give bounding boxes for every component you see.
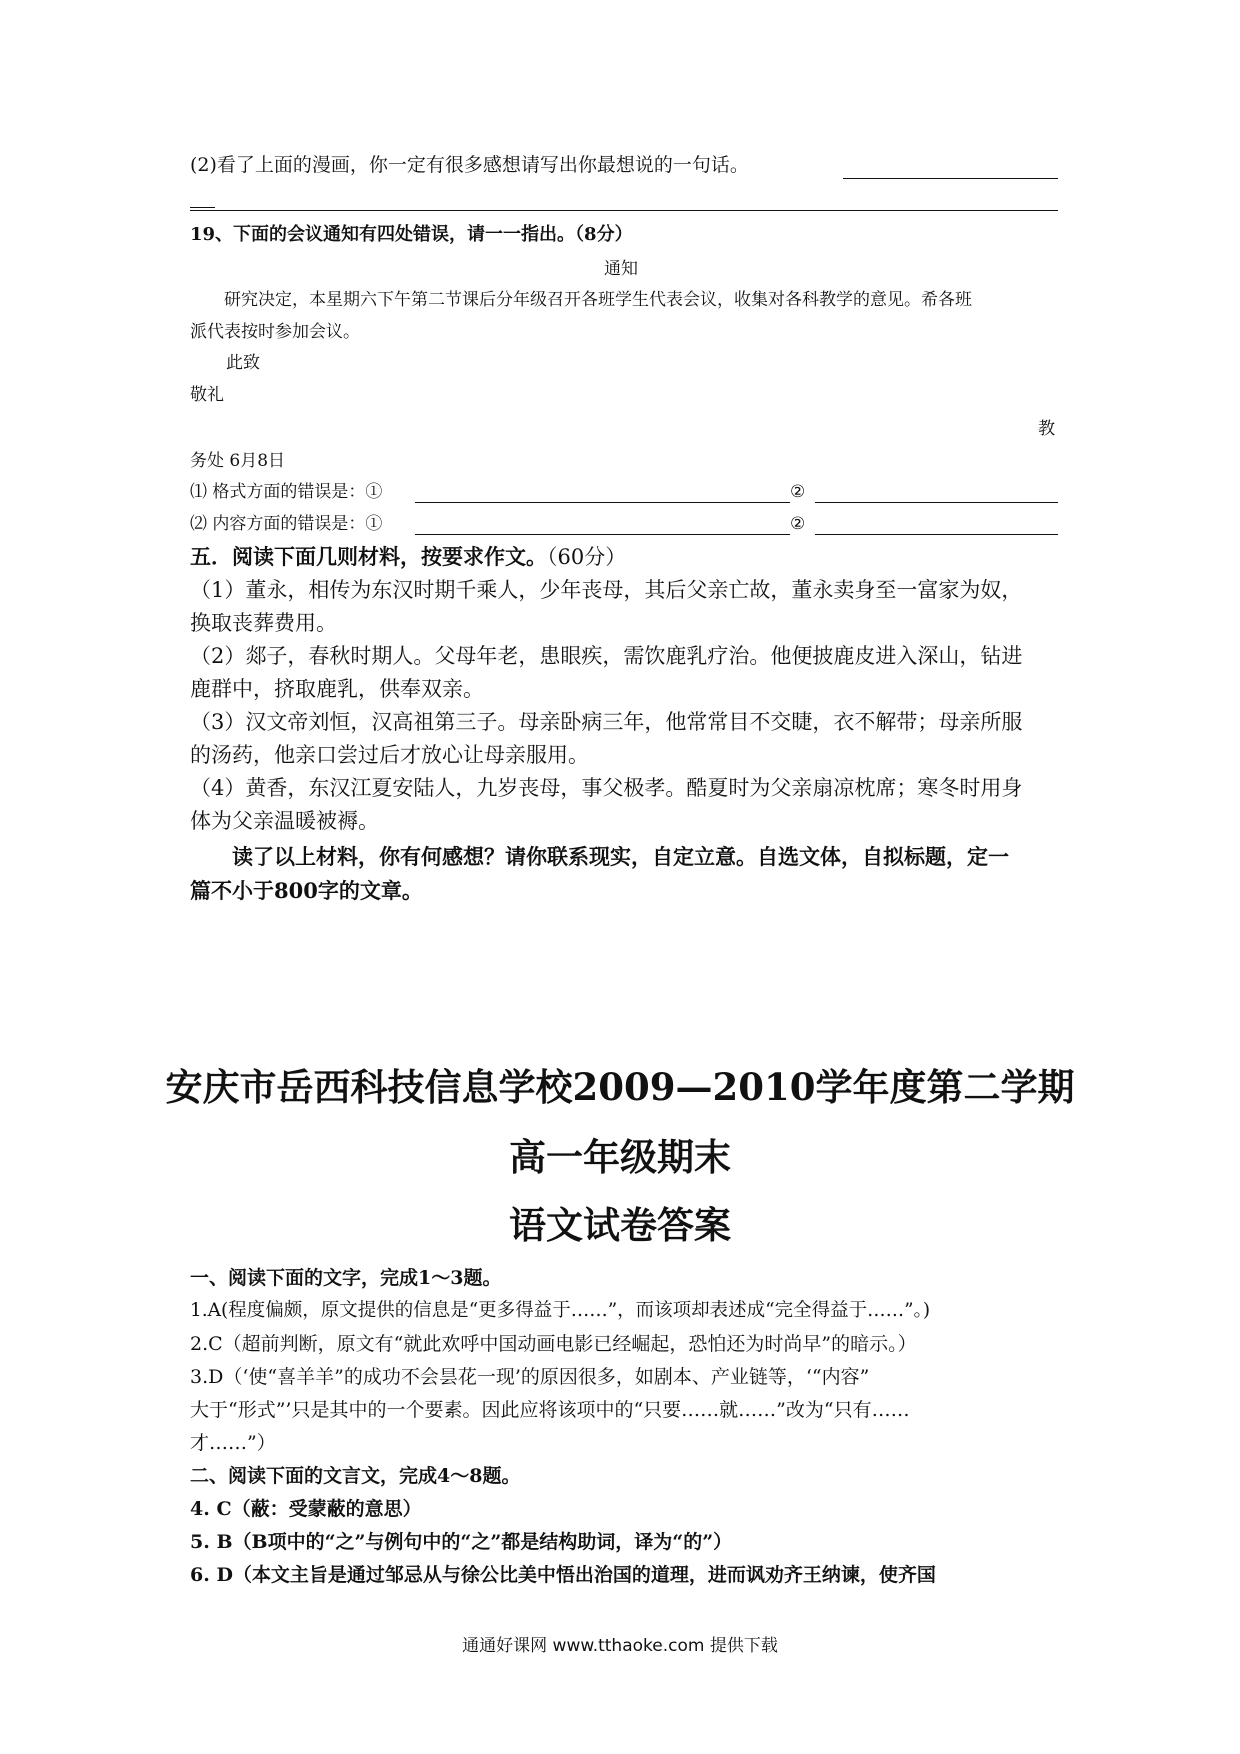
q18-part2-text xyxy=(190,150,749,180)
q18-answer-second-line[interactable] xyxy=(190,210,1058,211)
content-error-label: ⑵ 内容方面的错误是：① xyxy=(190,514,383,534)
section5-heading: 五．阅读下面几则材料，按要求作文。 xyxy=(190,544,547,569)
answer-3-line1: 3.D（‘使“喜羊羊”的成功不会昙花一现’的原因很多，如剧本、产业链等，‘“内容” xyxy=(190,1366,870,1388)
section5-item3-line2: 的汤药，他亲口尝过后才放心让母亲服用。 xyxy=(190,743,589,767)
q18-short-mark xyxy=(190,207,215,208)
answer-1: 1.A(程度偏颇，原文提供的信息是“更多得益于……”，而该项却表述成“完全得益于……”。) xyxy=(190,1300,931,1321)
answer-3-line2: 大于“形式”’只是其中的一个要素。因此应将该项中的“只要……就……”改为“只有…… xyxy=(190,1399,910,1421)
notice-sign-char: 教 xyxy=(1038,419,1055,439)
answer-title-line1: 安庆市岳西科技信息学校2009—2010学年度第二学期 xyxy=(165,1065,1075,1109)
format-error-circle-two: ② xyxy=(790,482,806,502)
q18-part2-label: (2)看了上面的漫画，你一定有很多感想请写出你最想说的一句话。 xyxy=(190,154,749,176)
q18-answer-blank-line[interactable] xyxy=(843,178,1058,179)
notice-jingli: 敬礼 xyxy=(190,385,224,405)
content-error-circle-two: ② xyxy=(790,514,806,534)
section5-item4-line1: （4）黄香，东汉江夏安陆人，九岁丧母，事父极孝。酷夏时为父亲扇凉枕席；寒冬时用身 xyxy=(190,776,1023,800)
notice-body-line1: 研究决定，本星期六下午第二节课后分年级召开各班学生代表会议，收集对各科教学的意见。希各班 xyxy=(224,290,972,310)
format-error-blank-1[interactable] xyxy=(415,502,790,503)
section5-prompt-line2: 篇不小于800字的文章。 xyxy=(190,878,423,903)
section5-score: （60分） xyxy=(547,545,627,569)
notice-body-line2: 派代表按时参加会议。 xyxy=(190,322,360,342)
answers-part2-heading: 二、阅读下面的文言文，完成4～8题。 xyxy=(190,1465,521,1487)
footer-download-note: 通通好课网 www.tthaoke.com 提供下载 xyxy=(462,1636,778,1656)
notice-cizhi: 此致 xyxy=(226,353,260,373)
answer-5: 5. B（B项中的“之”与例句中的“之”都是结构助词，译为“的”） xyxy=(190,1531,733,1553)
format-error-blank-2[interactable] xyxy=(815,502,1058,503)
notice-sign-rest: 务处 6月8日 xyxy=(190,451,286,471)
format-error-label: ⑴ 格式方面的错误是：① xyxy=(190,482,383,502)
answer-title-line2: 高一年级期末 xyxy=(509,1135,731,1179)
answer-2: 2.C（超前判断，原文有“就此欢呼中国动画电影已经崛起，恐怕还为时尚早”的暗示。） xyxy=(190,1333,917,1355)
section5-item2-line1: （2）郯子，春秋时期人。父母年老，患眼疾，需饮鹿乳疗治。他便披鹿皮进入深山，钻进 xyxy=(190,644,1023,668)
answers-part1-heading: 一、阅读下面的文字，完成1～3题。 xyxy=(190,1267,502,1289)
answer-4: 4. C（蔽：受蒙蔽的意思） xyxy=(190,1498,422,1520)
section5-item3-line1: （3）汉文帝刘恒，汉高祖第三子。母亲卧病三年，他常常目不交睫，衣不解带；母亲所服 xyxy=(190,710,1023,734)
content-error-blank-2[interactable] xyxy=(815,534,1058,535)
section5-item1-line1: （1）董永，相传为东汉时期千乘人，少年丧母，其后父亲亡故，董永卖身至一富家为奴， xyxy=(190,578,1023,602)
section5-heading-row xyxy=(190,540,626,574)
answer-6: 6. D（本文主旨是通过邹忌从与徐公比美中悟出治国的道理，进而讽劝齐王纳谏，使齐国 xyxy=(190,1564,936,1586)
section5-item4-line2: 体为父亲温暖被褥。 xyxy=(190,809,379,833)
answer-3-line3: 才……”） xyxy=(190,1432,276,1454)
q19-title: 19、下面的会议通知有四处错误，请一一指出。（8分） xyxy=(190,224,633,245)
section5-item1-line2: 换取丧葬费用。 xyxy=(190,611,337,635)
notice-heading: 通知 xyxy=(604,259,638,279)
content-error-blank-1[interactable] xyxy=(415,534,790,535)
answer-title-line3: 语文试卷答案 xyxy=(509,1203,731,1247)
section5-prompt-line1: 读了以上材料，你有何感想？请你联系现实，自定立意。自选文体，自拟标题，定一 xyxy=(232,844,1009,869)
section5-item2-line2: 鹿群中，挤取鹿乳，供奉双亲。 xyxy=(190,677,484,701)
